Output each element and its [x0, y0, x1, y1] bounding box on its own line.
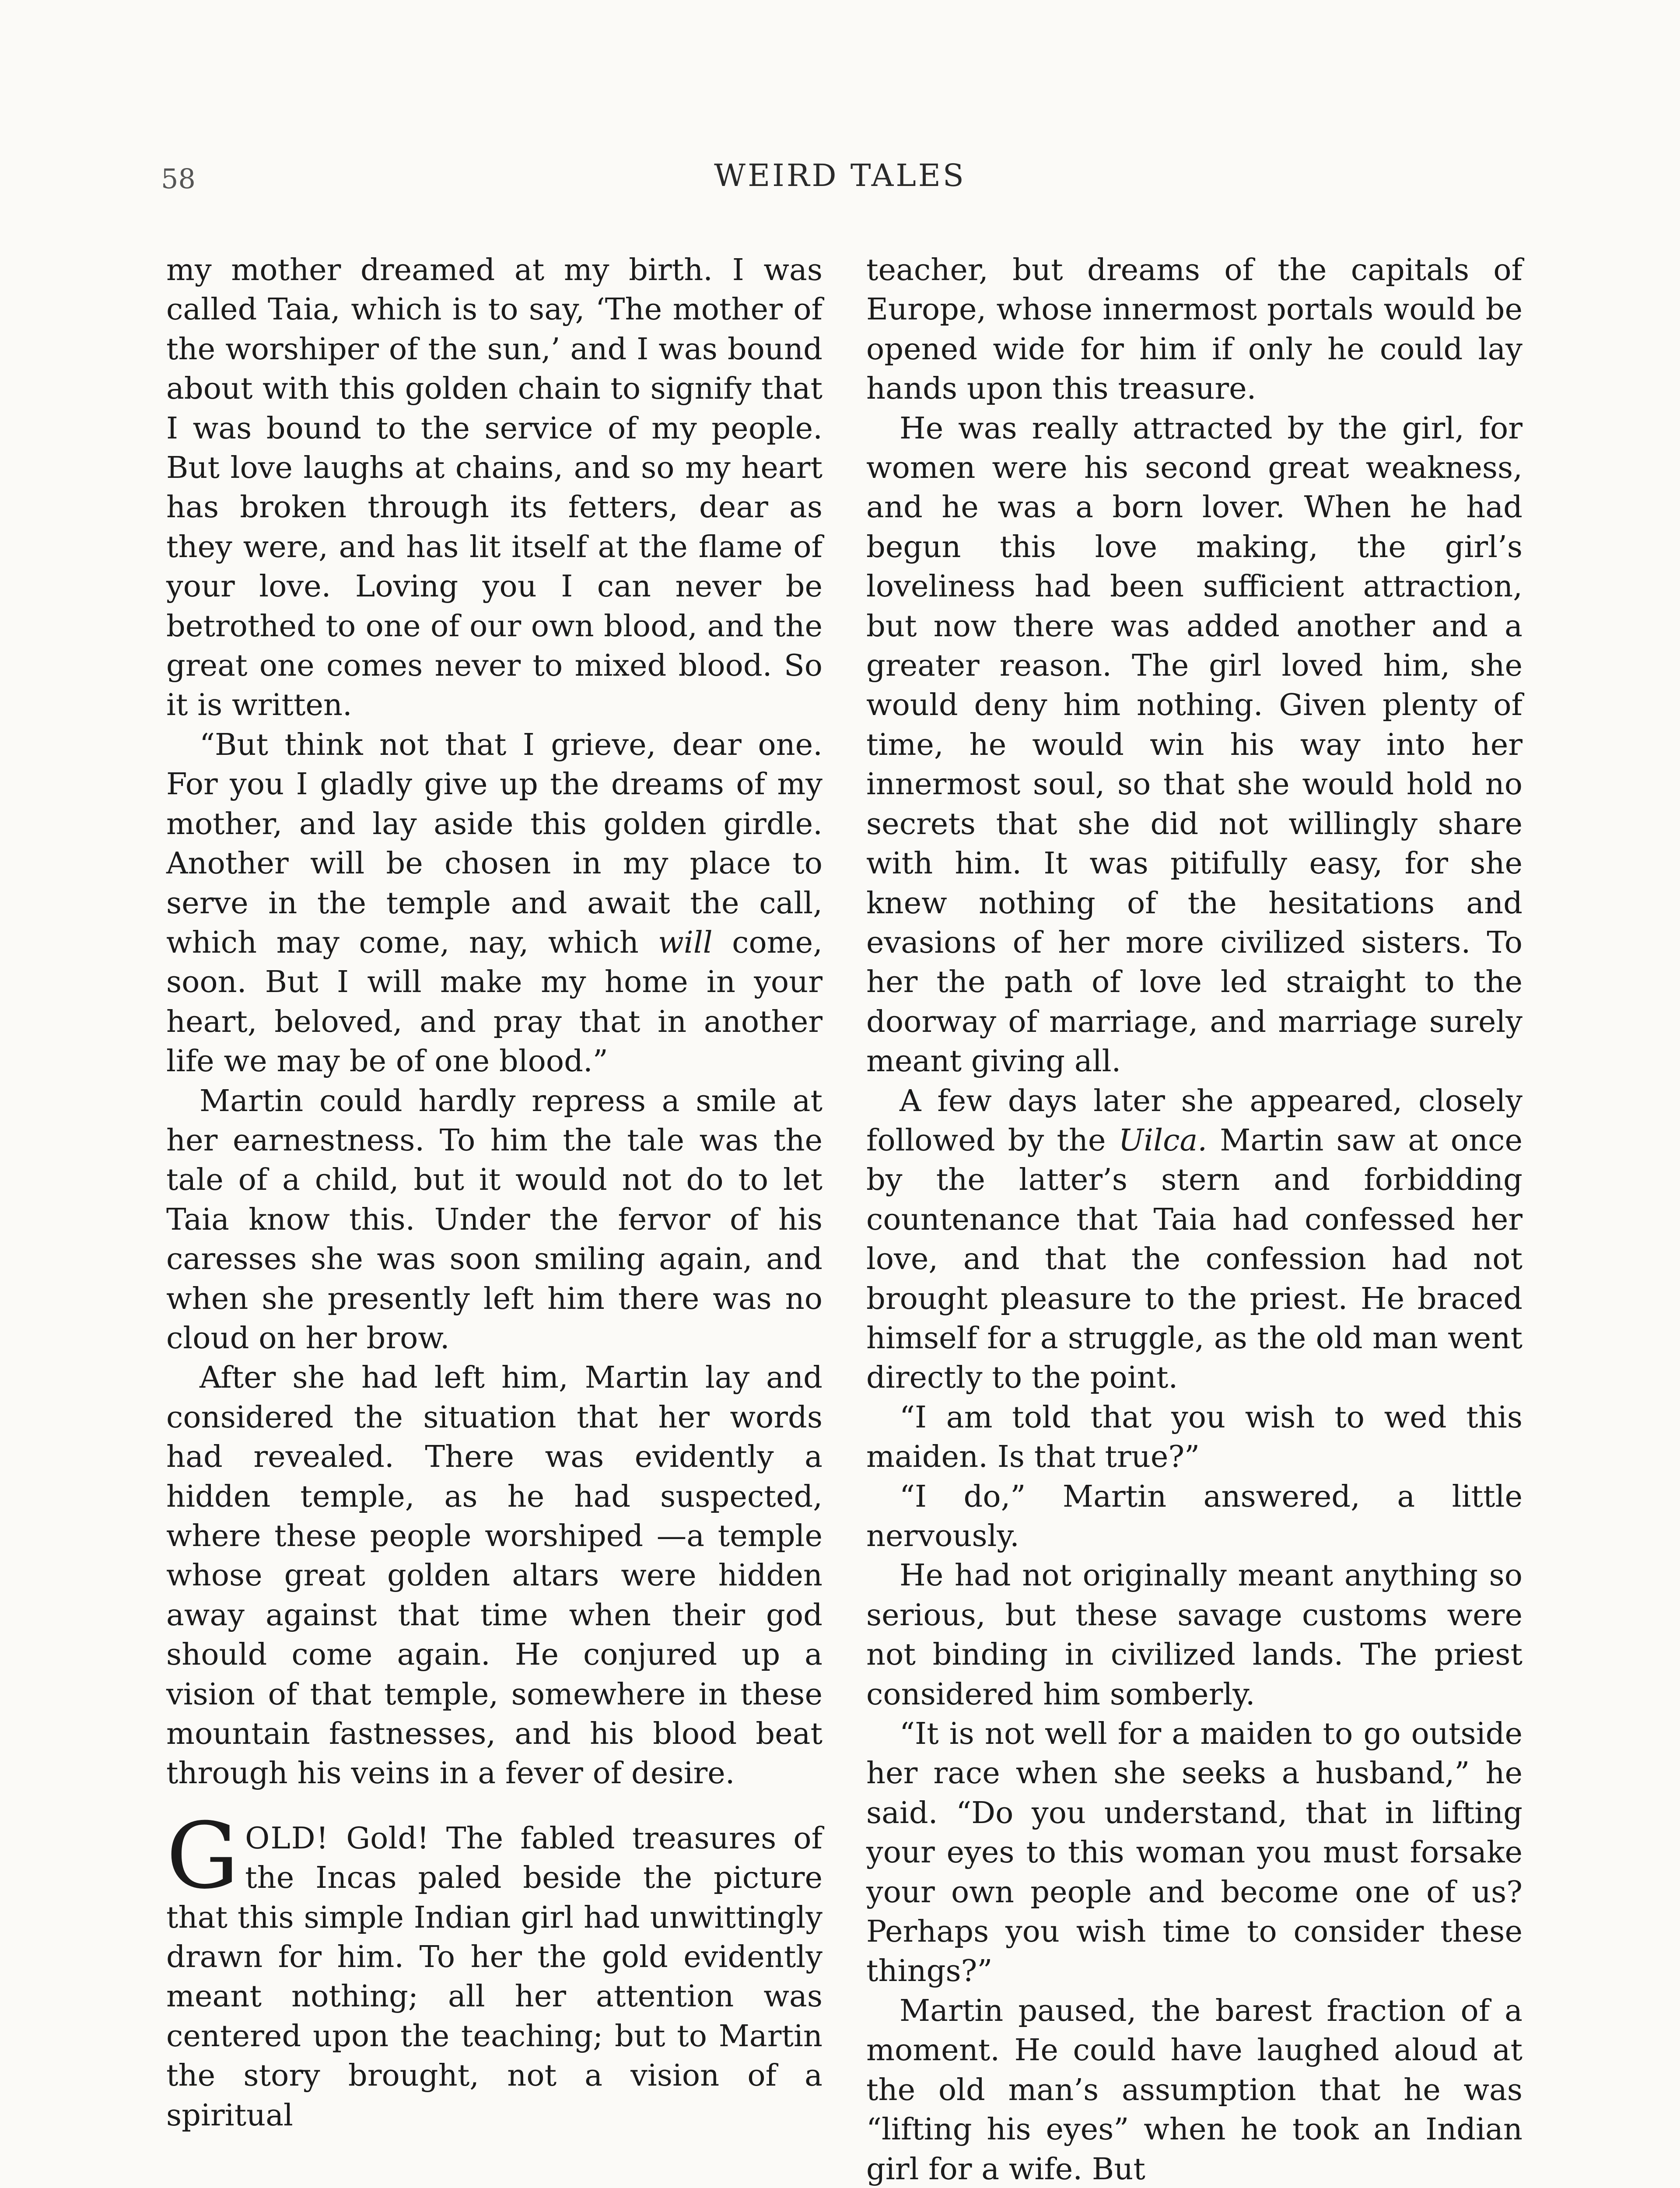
- right-paragraph-3-text-b: Martin saw at once by the latter’s stern and forbidding countenance that Taia had confessed her love, and that the confession had not brought pleasure to the priest. He braced himself for a struggle, as the old man went directly to the point.: [866, 1122, 1522, 1396]
- left-paragraph-2-text-a: “But think not that I grieve, dear one. For you I gladly give up the dreams of my mother, and lay aside this golden girdle. Another will be chosen in my place to serve in the temple and await the call, which may come, nay, which: [166, 727, 822, 960]
- drop-cap: G: [166, 1803, 239, 1909]
- left-paragraph-3: Martin could hardly repress a smile at her earnestness. To him the tale was the tale of a child, but it would not do to let Taia know this. Under the fervor of his caresses she was soon smiling again, and when she presently left him there was no cloud on her brow.: [166, 1083, 822, 1356]
- drop-cap-continuation: OLD!: [245, 1820, 329, 1856]
- left-paragraph-5-text: Gold! The fabled treasures of the Incas paled beside the picture that this simple Indian girl had unwittingly drawn for him. To her the gold evidently meant nothing; all her attention was centered upon the teaching; but to Martin the story brought, not a vision of a spiritual: [166, 1820, 822, 2133]
- left-paragraph-4: After she had left him, Martin lay and considered the situation that her words had revealed. There was evidently a hidden temple, as he had suspected, where these people worshiped —a temple whose great golden altars were hidden away against that time when their god should come again. He conjured up a vision of that temple, somewhere in these mountain fastnesses, and his blood beat through his veins in a fever of desire.: [166, 1360, 822, 1791]
- right-paragraph-8: Martin paused, the barest fraction of a moment. He could have laughed aloud at the old man’s assumption that he was “lifting his eyes” when he took an Indian girl for a wife. But: [866, 1993, 1522, 2187]
- page-number: 58: [161, 163, 196, 195]
- right-column: [866, 250, 1522, 2188]
- left-paragraph-1: my mother dreamed at my birth. I was called Taia, which is to say, ‘The mother of the worshiper of the sun,’ and I was bound about with this golden chain to signify that I was bound to the service of my people. But love laughs at chains, and so my heart has broken through its fetters, dear as they were, and has lit itself at the flame of your love. Loving you I can never be betrothed to one of our own blood, and the great one comes never to mixed blood. So it is written.: [166, 252, 822, 723]
- right-paragraph-5: “I do,” Martin answered, a little nervously.: [866, 1479, 1522, 1553]
- right-paragraph-2: He was really attracted by the girl, for women were his second great weakness, and he was a born lover. When he had begun this love making, the girl’s loveliness had been sufficient attraction, but now there was added another and a greater reason. The girl loved him, she would deny him nothing. Given plenty of time, he would win his way into her innermost soul, so that she would hold no secrets that she did not willingly share with him. It was pitifully easy, for she knew nothing of the hesitations and evasions of her more civilized sisters. To her the path of love led straight to the doorway of marriage, and marriage surely meant giving all.: [866, 410, 1522, 1079]
- left-paragraph-2-text-b: come, soon. But I will make my home in your heart, beloved, and pray that in another life we may be of one blood.”: [166, 925, 822, 1079]
- right-paragraph-3-emphasis: Uilca.: [1118, 1122, 1208, 1158]
- left-paragraph-2-emphasis: will: [658, 925, 713, 960]
- right-paragraph-1: teacher, but dreams of the capitals of Europe, whose innermost portals would be opened wide for him if only he could lay hands upon this treasure.: [866, 252, 1522, 407]
- right-paragraph-4: “I am told that you wish to wed this maiden. Is that true?”: [866, 1399, 1522, 1475]
- left-paragraph-5: [166, 1803, 822, 2135]
- right-paragraph-3: [866, 1081, 1522, 1398]
- left-column: [166, 250, 822, 2135]
- right-paragraph-6: He had not originally meant anything so serious, but these savage customs were not binding in civilized lands. The priest considered him somberly.: [866, 1558, 1522, 1712]
- right-paragraph-3-text-a: A few days later she appeared, closely followed by the: [866, 1083, 1522, 1158]
- left-paragraph-2: [166, 725, 822, 1081]
- right-paragraph-7: “It is not well for a maiden to go outside her race when she seeks a husband,” he said. “Do you understand, that in lifting your eyes to this woman you must forsake your own people and become one of us? Perhaps you wish time to consider these things?”: [866, 1716, 1522, 1989]
- running-title: WEIRD TALES: [714, 158, 966, 193]
